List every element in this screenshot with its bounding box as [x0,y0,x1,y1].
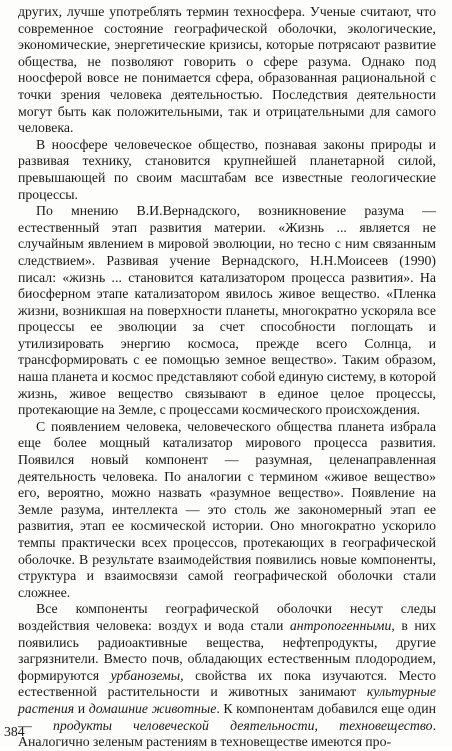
paragraph [18,419,436,602]
paragraph [18,203,436,419]
italic-term: культурные растения [18,684,436,716]
text-run: С появлением человека, человеческого общества планета избрала еще более мощный катализатор мирового процесса развития. Появился новый компонент — разумная, целенаправленная деятельность человека. По аналогии с термином «живое вещество» его, вероятно, можно назвать «разумное вещество». Появление на Земле разума, интеллекта — это столь же закономерный этап ее развития, этап ее космической истории. Оно многократно ускорило темпы практически всех процессов, протекающих в географической оболочке. В результате взаимодействия появились новые компоненты, структура и взаимосвязи самой географической оболочки стали сложнее. [18,418,436,600]
text-run: По мнению В.И.Вернадского, возникновение разума — естественный этап развития материи. «Жизнь ... является не случайным явлением в мировой эволюции, но тесно с ним связанным следствием». Развивая учение Вернадского, Н.Н.Моисеев (1990) писал: «жизнь ... становится катализатором процесса развития». На биосферном этапе катализатором явилось живое вещество. «Пленка жизни, возникшая на поверхности планеты, многократно ускоряла все процессы ее эволюции за счет способности поглощать и утилизировать энергию космоса, прежде всего Солнца, и трансформировать с ее помощью земное вещество». Таким образом, наша планета и космос представляют собой единую систему, в которой жизнь, живое вещество связывают в единое целое процессы, протекающие на Земле, с процессами космического происхождения. [18,203,436,418]
italic-term: антропогенными [289,617,392,633]
body-text [18,4,436,751]
text-run: В ноосфере человеческое общество, познавая законы природы и развивая технику, становится крупнейшей планетарной силой, превышающей по своим масштабам все известные геологические процессы. [18,136,436,202]
text-run: . Аналогично зеленым растениям в техновеществе имеются про- [18,717,437,750]
paragraph [18,601,436,750]
paragraph [18,4,436,137]
text-run: и [74,700,89,716]
text-run: , в них появились радиоактивные вещества, нефтепродукты, другие загрязнители. Вместо почв, обладающих естественным плодородием, формируются [18,617,436,683]
italic-term: урбаноземы [110,667,181,683]
italic-term: продукты человеческой деятельности, техновещество [52,717,433,733]
italic-term: домашние животные [88,700,217,716]
text-run: Все компоненты географической оболочки несут следы воздействия человека: воздух и вода стали [18,601,436,633]
text-run: других, лучше употреблять термин техносфера. Ученые считают, что современное состояние географической оболочки, экологические, экономические, энергетические кризисы, которые потрясают развитие общества, не позволяют говорить о сфере разума. Однако под ноосферой вовсе не понимается сфера, образованная рациональной с точки зрения человека деятельностью. Последствия деятельности могут быть как положительными, так и отрицательными для самого человека. [18,4,436,136]
page-number: 384 [4,724,25,739]
paragraph [18,137,436,203]
text-run: , свойства их пока изучаются. Место естественной растительности и животных занимают [18,667,436,700]
text-run: . К компонентам добавился еще один — [18,700,436,733]
